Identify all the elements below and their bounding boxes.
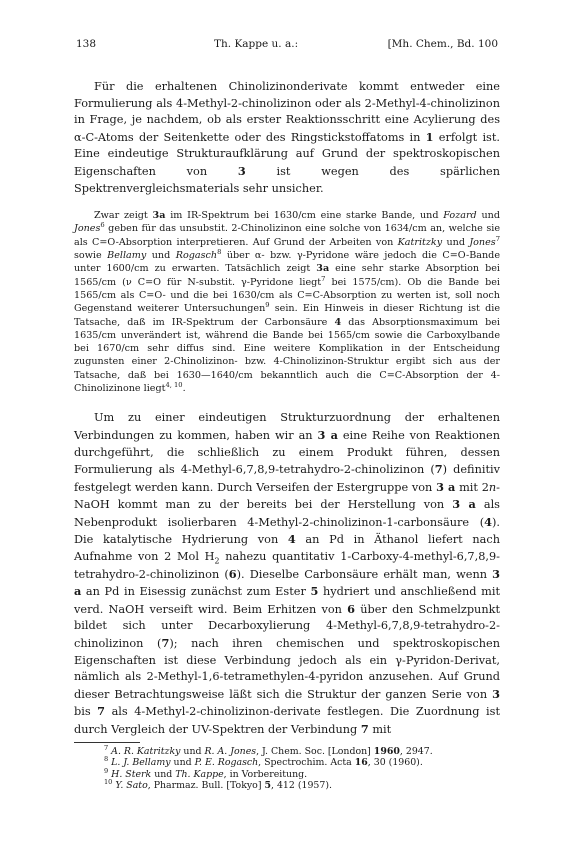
main-text-lower	[74, 410, 500, 738]
footnote-divider	[74, 742, 140, 743]
footnote: $^{10}$ Y. Sato, Pharmaz. Bull. [Tokyo] 5, 412 (1957).	[104, 778, 332, 792]
reference-marker: 4, 10	[165, 380, 183, 389]
reference-marker: 6	[100, 221, 105, 230]
reference-marker: 9	[265, 301, 270, 310]
reference-marker: 7	[321, 274, 326, 283]
reference-marker: 8	[217, 247, 222, 256]
footnote: $^7$ A. R. Katritzky und R. A. Jones, J. Chem. Soc. [London] 1960, 2947.	[104, 743, 433, 757]
paragraph-formulation: Für die erhaltenen Chinolizinonderivate kommt entweder eine Formulierung als 4-Methyl-2-chinolizinon oder als 2-Methyl-4-chinolizinon in Frage, je nachdem, ob als erster Reaktionsschritt eine Acylierung des α-C-Atoms der Seitenkette oder des Ringstickstoffatoms in 1 erfolgt ist. Eine eindeutige Strukturaufklärung auf Grund der spektroskopischen Eigenschaften von 3 ist wegen des spärlichen Spektrenvergleichsmaterials sehr unsicher.	[74, 80, 500, 195]
footnotes	[74, 743, 500, 792]
small-print-ir-discussion	[74, 209, 500, 395]
main-text-upper	[74, 79, 500, 197]
footnote: $^9$ H. Sterk und Th. Kappe, in Vorbereitung.	[104, 766, 308, 780]
page	[74, 38, 500, 792]
page-number: 138	[76, 38, 97, 50]
journal-reference: [Mh. Chem., Bd. 100	[387, 38, 498, 50]
paragraph-ir-spectrum: Zwar zeigt 3a im IR-Spektrum bei 1630/cm eine starke Bande, und Fozard und Jones$^6$ geben für das unsubstit. 2-Chinolizinon eine solche von 1634/cm an, welche sie als C=O-Absorption interpretieren. Auf Grund der Arbeiten von Katritzky und Jones$^7$ sowie Bellamy und Rogasch$^8$ über α- bzw. γ-Pyridone wäre jedoch die C=O-Bande unter 1600/cm zu erwarten. Tatsächlich zeigt 3a eine sehr starke Absorption bei 1565/cm (ν C=O für N-substit. γ-Pyridone liegt$^7$ bei 1575/cm). Ob die Bande bei 1565/cm als C=O- und die bei 1630/cm als C=C-Absorption zu werten ist, soll noch Gegenstand weiterer Untersuchungen$^9$ sein. Ein Hinweis in dieser Richtung ist die Tatsache, daß im IR-Spektrum der Carbonsäure 4 das Absorptionsmaximum bei 1635/cm unverändert ist, während die Bande bei 1565/cm sowie die Carboxylbande bei 1670/cm sehr diffus sind. Eine weitere Komplikation in der Entscheidung zugunsten einer 2-Chinolizinon- bzw. 4-Chinolizinon-Struktur ergibt sich aus der Tatsache, daß bei 1630—1640/cm bekanntlich auch die C=C-Absorption der 4-Chinolizinone liegt$^{4, 10}$.	[74, 210, 501, 395]
page-header	[74, 38, 500, 56]
reference-marker: 7	[495, 234, 500, 243]
footnote: $^8$ L. J. Bellamy und P. E. Rogasch, Spectrochim. Acta 16, 30 (1960).	[104, 755, 423, 769]
running-title: Th. Kappe u. a.:	[214, 38, 299, 50]
paragraph-structure-assignment: Um zu einer eindeutigen Strukturzuordnung der erhaltenen Verbindungen zu kommen, haben wir an 3 a eine Reihe von Reaktionen durchgeführt, die schließlich zu einem Produkt führen, dessen Formulierung als 4-Methyl-6,7,8,9-tetrahydro-2-chinolizinon (7) definitiv festgelegt werden kann. Durch Verseifen der Estergruppe von 3 a mit 2n-NaOH kommt man zu der bereits bei der Herstellung von 3 a als Nebenprodukt isolierbaren 4-Methyl-2-chinolizinon-1-carbonsäure (4). Die katalytische Hydrierung von 4 an Pd in Äthanol liefert nach Aufnahme von 2 Mol $H_2$ nahezu quantitativ 1-Carboxy-4-methyl-6,7,8,9-tetrahydro-2-chinolizinon (6). Dieselbe Carbonsäure erhält man, wenn 3 a an Pd in Eisessig zunächst zum Ester 5 hydriert und anschließend mit verd. NaOH verseift wird. Beim Erhitzen von 6 über den Schmelzpunkt bildet sich unter Decarboxylierung 4-Methyl-6,7,8,9-tetrahydro-2-chinolizinon (7); nach ihren chemischen und spektroskopischen Eigenschaften ist diese Verbindung jedoch als ein γ-Pyridon-Derivat, nämlich als 2-Methyl-1,6-tetramethylen-4-pyridon anzusehen. Auf Grund dieser Betrachtungsweise läßt sich die Struktur der ganzen Serie von 3 bis 7 als 4-Methyl-2-chinolizinon-derivate festlegen. Die Zuordnung ist durch Vergleich der UV-Spektren der Verbindung 7 mit	[74, 411, 501, 736]
